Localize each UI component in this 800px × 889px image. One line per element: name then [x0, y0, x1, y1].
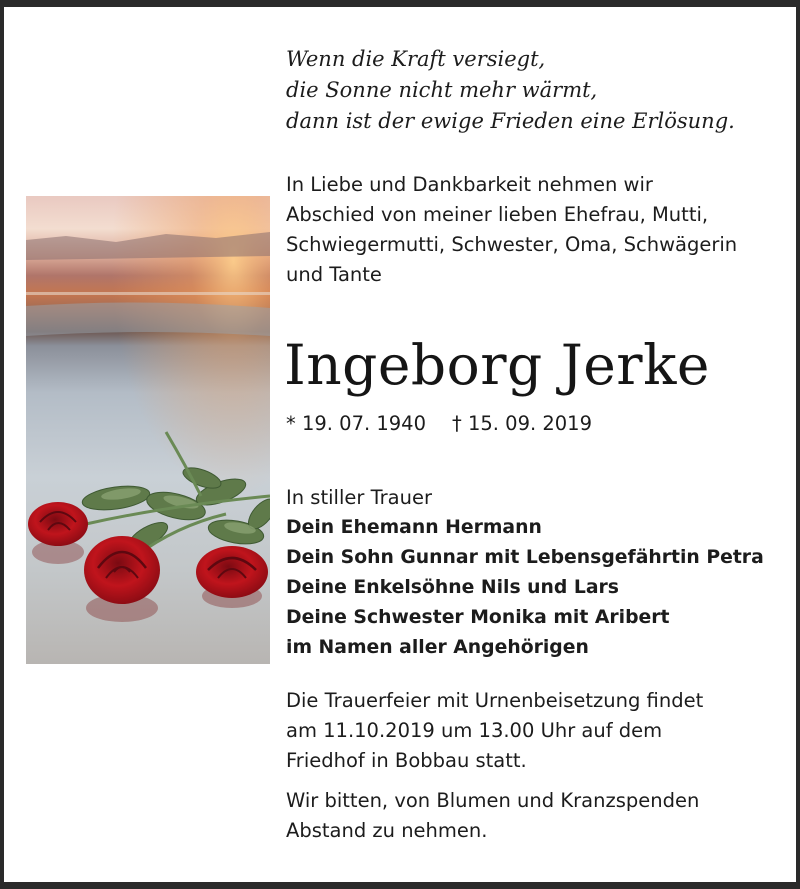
- rose-center: [84, 536, 160, 604]
- mourner-line: Dein Sohn Gunnar mit Lebensgefährtin Petra: [286, 547, 764, 568]
- ceremony-info: [286, 686, 786, 776]
- request-line: Wir bitten, von Blumen und Kranzspenden: [286, 789, 700, 812]
- roses-illustration: [26, 196, 270, 664]
- roses-photo: [26, 196, 270, 664]
- motto-line: die Sonne nicht mehr wärmt,: [286, 78, 598, 102]
- life-dates: [286, 410, 592, 438]
- birth-date: * 19. 07. 1940: [286, 412, 426, 435]
- death-date: † 15. 09. 2019: [452, 412, 592, 435]
- mourner-line: Deine Schwester Monika mit Aribert: [286, 607, 670, 628]
- deceased-name: Ingeborg Jerke: [284, 333, 710, 397]
- mourner-line: Deine Enkelsöhne Nils und Lars: [286, 577, 619, 598]
- request-line: Abstand zu nehmen.: [286, 819, 488, 842]
- rose-right: [196, 546, 268, 598]
- motto-line: Wenn die Kraft versiegt,: [286, 47, 546, 71]
- intro-text: [286, 170, 786, 290]
- mourner-line: Dein Ehemann Hermann: [286, 517, 542, 538]
- ceremony-line: Friedhof in Bobbau statt.: [286, 749, 527, 772]
- intro-line: Abschied von meiner lieben Ehefrau, Mutti,: [286, 203, 709, 226]
- mourner-line: im Namen aller Angehörigen: [286, 637, 589, 658]
- rose-left: [28, 502, 88, 546]
- mourners-lead: In stiller Trauer: [286, 486, 432, 509]
- intro-line: Schwiegermutti, Schwester, Oma, Schwägerin: [286, 233, 738, 256]
- flower-request: [286, 786, 786, 846]
- intro-line: und Tante: [286, 263, 382, 286]
- mourners-list: [286, 483, 791, 663]
- ceremony-line: am 11.10.2019 um 13.00 Uhr auf dem: [286, 719, 663, 742]
- intro-line: In Liebe und Dankbarkeit nehmen wir: [286, 173, 653, 196]
- motto-line: dann ist der ewige Frieden eine Erlösung.: [286, 109, 735, 133]
- motto-poem: [286, 44, 786, 137]
- ceremony-line: Die Trauerfeier mit Urnenbeisetzung findet: [286, 689, 704, 712]
